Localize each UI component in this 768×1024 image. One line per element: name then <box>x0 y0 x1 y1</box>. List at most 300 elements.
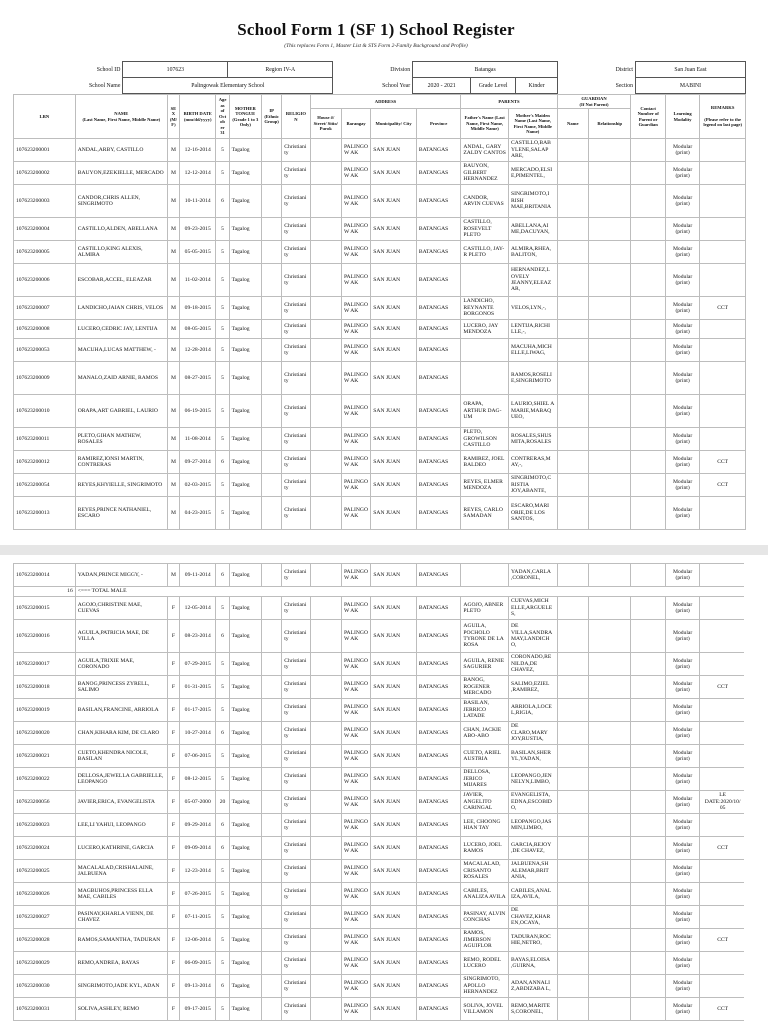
learner-municipality: SAN JUAN <box>371 929 417 952</box>
learner-age: 5 <box>216 428 229 451</box>
learner-barangay: PALINGOW AK <box>341 768 370 791</box>
learner-house-street <box>310 952 341 975</box>
learner-learning-modality: Modular (print) <box>665 814 699 837</box>
learner-ip <box>262 451 282 474</box>
learner-province: BATANGAS <box>416 906 461 929</box>
learner-contact-number <box>631 653 665 676</box>
learner-name: ANDAL,ARBY, CASTILLO <box>75 139 167 162</box>
learner-guardian-relationship <box>588 395 631 428</box>
learner-ip <box>262 975 282 998</box>
learner-municipality: SAN JUAN <box>371 722 417 745</box>
learner-mother-tongue: Tagalog <box>229 860 261 883</box>
learner-lrn: 107623200001 <box>14 139 76 162</box>
learner-row <box>14 451 746 474</box>
learner-father-name: PLETO, GROWILSON CASTILLO <box>461 428 509 451</box>
learner-lrn: 107623200014 <box>14 564 76 587</box>
learner-province: BATANGAS <box>416 218 461 241</box>
learner-contact-number <box>631 699 665 722</box>
learner-municipality: SAN JUAN <box>371 218 417 241</box>
learner-municipality: SAN JUAN <box>371 362 417 395</box>
learner-father-name: AGUILA, POCHOLO TYRONE DE LA ROSA <box>461 620 509 653</box>
learner-province: BATANGAS <box>416 162 461 185</box>
learner-municipality: SAN JUAN <box>371 162 417 185</box>
learner-age: 5 <box>216 320 229 339</box>
learner-religion: Christiani ty <box>282 791 310 814</box>
learner-name: REYES,PRINCE NATHANIEL, ESCARO <box>75 497 167 530</box>
learner-remarks <box>700 620 744 653</box>
learner-age: 5 <box>216 264 229 297</box>
learner-father-name: LUCERO, JOEL RAMOS <box>461 837 509 860</box>
learner-barangay: PALINGOW AK <box>341 837 370 860</box>
learner-religion: Christiani ty <box>282 264 310 297</box>
learner-ip <box>262 653 282 676</box>
learner-birth-date: 09-23-2015 <box>180 218 216 241</box>
learner-mother-name: VELOS,LYN,-, <box>508 297 557 320</box>
learner-province: BATANGAS <box>416 768 461 791</box>
learner-guardian-name <box>557 975 588 998</box>
learner-municipality: SAN JUAN <box>371 952 417 975</box>
form-title: School Form 1 (SF 1) School Register <box>237 20 515 39</box>
learner-municipality: SAN JUAN <box>371 297 417 320</box>
col-house: House #/ Street/ Sitio/ Purok <box>310 109 341 139</box>
learner-contact-number <box>631 320 665 339</box>
learner-municipality: SAN JUAN <box>371 791 417 814</box>
learner-religion: Christiani ty <box>282 218 310 241</box>
learner-remarks <box>700 952 744 975</box>
learner-sex: F <box>167 699 179 722</box>
learner-lrn: 107623200011 <box>14 428 76 451</box>
learner-contact-number <box>631 952 665 975</box>
learner-ip <box>262 929 282 952</box>
learner-sex: M <box>167 451 179 474</box>
learner-province: BATANGAS <box>416 362 461 395</box>
total-male-count: 16 <box>14 587 76 597</box>
learner-mother-name: CABILES,ANAL IZA,AVILA, <box>508 883 557 906</box>
learner-remarks: CCT <box>700 474 746 497</box>
learner-row <box>14 791 745 814</box>
learner-guardian-relationship <box>588 497 631 530</box>
learner-row <box>14 768 745 791</box>
learner-name: RAMIREZ,IONSI MARTIN, CONTRERAS <box>75 451 167 474</box>
learner-barangay: PALINGOW AK <box>341 676 370 699</box>
learner-mother-tongue: Tagalog <box>229 791 261 814</box>
learner-guardian-name <box>557 768 588 791</box>
learner-ip <box>262 395 282 428</box>
learner-remarks <box>700 768 744 791</box>
learner-father-name: CANDOR, ARVIN CUEVAS <box>461 185 509 218</box>
learner-age: 5 <box>216 929 229 952</box>
learner-row <box>14 297 746 320</box>
learner-barangay: PALINGOW AK <box>341 162 370 185</box>
col-religion: RELIGIO N <box>282 95 310 139</box>
learner-lrn: 107623200009 <box>14 362 76 395</box>
learner-barangay: PALINGOW AK <box>341 297 370 320</box>
learner-sex: F <box>167 814 179 837</box>
learner-age: 5 <box>216 906 229 929</box>
learner-province: BATANGAS <box>416 620 461 653</box>
learner-row <box>14 906 745 929</box>
learner-birth-date: 07-11-2015 <box>180 906 216 929</box>
learner-house-street <box>310 339 341 362</box>
learner-municipality: SAN JUAN <box>371 428 417 451</box>
learner-mother-name: CORONADO,RE NILDA,DE CHAVEZ, <box>508 653 557 676</box>
section-value: MABINI <box>636 78 746 94</box>
learner-mother-tongue: Tagalog <box>229 218 261 241</box>
learner-guardian-relationship <box>588 451 631 474</box>
learner-ip <box>262 699 282 722</box>
learner-mother-tongue: Tagalog <box>229 653 261 676</box>
learner-contact-number <box>631 451 665 474</box>
learner-guardian-name <box>557 998 588 1021</box>
learner-guardian-relationship <box>588 906 631 929</box>
learner-row <box>14 564 745 587</box>
learner-religion: Christiani ty <box>282 952 310 975</box>
learner-ip <box>262 768 282 791</box>
learner-birth-date: 09-17-2015 <box>180 998 216 1021</box>
learner-guardian-name <box>557 139 588 162</box>
learner-mother-name: BAYAS,ELOISA ,GUIRNA, <box>508 952 557 975</box>
learner-birth-date: 09-11-2014 <box>180 564 216 587</box>
learner-mother-name: CUEVAS,MICH ELLE,ARGUELE S, <box>508 597 557 620</box>
learner-province: BATANGAS <box>416 597 461 620</box>
learner-lrn: 107623200027 <box>14 906 76 929</box>
learner-lrn: 107623200025 <box>14 860 76 883</box>
learner-religion: Christiani ty <box>282 564 310 587</box>
register-page-1 <box>8 0 744 545</box>
learner-remarks <box>700 162 746 185</box>
learner-learning-modality: Modular (print) <box>665 139 699 162</box>
learner-age: 5 <box>216 998 229 1021</box>
learner-house-street <box>310 362 341 395</box>
learner-sex: M <box>167 297 179 320</box>
learner-remarks <box>700 362 746 395</box>
learner-mother-tongue: Tagalog <box>229 998 261 1021</box>
learner-rows-page-2 <box>14 564 745 1021</box>
learner-mother-name: YADAN,CARLA ,CORONEL, <box>508 564 557 587</box>
learner-municipality: SAN JUAN <box>371 906 417 929</box>
school-name-value: Palingowak Elementary School <box>123 78 333 94</box>
learner-guardian-relationship <box>588 768 631 791</box>
learner-lrn: 107623200056 <box>14 791 76 814</box>
learner-lrn: 107623200008 <box>14 320 76 339</box>
col-guardian-relationship: Relationship <box>588 109 631 139</box>
col-province: Province <box>416 109 461 139</box>
learner-age: 5 <box>216 362 229 395</box>
col-learning-modality: Learning Modality <box>665 95 699 139</box>
learner-house-street <box>310 320 341 339</box>
learner-province: BATANGAS <box>416 241 461 264</box>
learner-ip <box>262 906 282 929</box>
learner-father-name: AGUILA, RENIE SAGURIER <box>461 653 509 676</box>
learner-lrn: 107623200026 <box>14 883 76 906</box>
learner-guardian-name <box>557 564 588 587</box>
learner-guardian-relationship <box>588 998 631 1021</box>
learner-father-name: LEE, CHOONG HIAN TAY <box>461 814 509 837</box>
col-remarks-title: REMARKS <box>710 105 735 111</box>
learner-province: BATANGAS <box>416 676 461 699</box>
learner-learning-modality: Modular (print) <box>665 162 699 185</box>
learner-lrn: 107623200031 <box>14 998 76 1021</box>
learner-birth-date: 10-27-2014 <box>180 722 216 745</box>
school-name-label: School Name <box>89 82 121 89</box>
learner-ip <box>262 474 282 497</box>
division-value: Batangas <box>413 62 558 78</box>
learner-barangay: PALINGOW AK <box>341 975 370 998</box>
learner-contact-number <box>631 185 665 218</box>
learner-contact-number <box>631 906 665 929</box>
learner-lrn: 107623200015 <box>14 597 76 620</box>
learner-learning-modality: Modular (print) <box>665 428 699 451</box>
learner-municipality: SAN JUAN <box>371 185 417 218</box>
learner-father-name: CABILES, ANALIZA AVILA <box>461 883 509 906</box>
learner-mother-name: ADAN,ANNALI Z,ABDIZABA L, <box>508 975 557 998</box>
learner-name: PASINAY,KHARLA VIENN, DE CHAVEZ <box>75 906 167 929</box>
col-ip: IP (Ethnic Group) <box>262 95 282 139</box>
learner-province: BATANGAS <box>416 564 461 587</box>
learner-father-name: REYES, ELMER MENDOZA <box>461 474 509 497</box>
learner-learning-modality: Modular (print) <box>665 395 699 428</box>
learner-mother-tongue: Tagalog <box>229 837 261 860</box>
learner-house-street <box>310 241 341 264</box>
learner-lrn: 107623200053 <box>14 339 76 362</box>
learner-name: LANDICHO,JAIAN CHRIS, VELOS <box>75 297 167 320</box>
learner-name: ORAPA,ART GABRIEL, LAURIO <box>75 395 167 428</box>
learner-mother-name: ALMIRA,RHEA, BALITON, <box>508 241 557 264</box>
learner-birth-date: 08-23-2014 <box>180 620 216 653</box>
learner-birth-date: 09-18-2015 <box>180 297 216 320</box>
learner-guardian-relationship <box>588 185 631 218</box>
learner-mother-tongue: Tagalog <box>229 814 261 837</box>
learner-guardian-name <box>557 451 588 474</box>
learner-row <box>14 883 745 906</box>
learner-guardian-relationship <box>588 975 631 998</box>
learner-birth-date: 09-27-2014 <box>180 451 216 474</box>
learner-mother-tongue: Tagalog <box>229 362 261 395</box>
learner-religion: Christiani ty <box>282 929 310 952</box>
learner-row <box>14 339 746 362</box>
learner-mother-name: DE VILLA,SANDRA MAY,LANDICH O, <box>508 620 557 653</box>
learner-row <box>14 497 746 530</box>
learner-barangay: PALINGOW AK <box>341 998 370 1021</box>
learner-birth-date: 09-09-2014 <box>180 837 216 860</box>
learner-lrn: 107623200018 <box>14 676 76 699</box>
learner-municipality: SAN JUAN <box>371 474 417 497</box>
col-parents: PARENTS <box>461 95 557 109</box>
learner-mother-name: BASILAN,SHER YL,YADAN, <box>508 745 557 768</box>
learner-municipality: SAN JUAN <box>371 564 417 587</box>
col-barangay: Barangay <box>341 109 370 139</box>
learner-ip <box>262 320 282 339</box>
learner-row <box>14 620 745 653</box>
learner-province: BATANGAS <box>416 814 461 837</box>
learner-lrn: 107623200004 <box>14 218 76 241</box>
learner-sex: M <box>167 362 179 395</box>
learner-ip <box>262 362 282 395</box>
learner-learning-modality: Modular (print) <box>665 597 699 620</box>
learner-municipality: SAN JUAN <box>371 139 417 162</box>
learner-name: CHAN,KIHARA KIM, DE CLARO <box>75 722 167 745</box>
col-address: ADDRESS <box>310 95 461 109</box>
learner-row <box>14 264 746 297</box>
learner-row <box>14 929 745 952</box>
learner-row <box>14 860 745 883</box>
learner-lrn: 107623200022 <box>14 768 76 791</box>
learner-mother-tongue: Tagalog <box>229 297 261 320</box>
learner-religion: Christiani ty <box>282 451 310 474</box>
learner-province: BATANGAS <box>416 837 461 860</box>
learner-contact-number <box>631 883 665 906</box>
learner-barangay: PALINGOW AK <box>341 339 370 362</box>
learner-remarks <box>700 497 746 530</box>
learner-remarks <box>700 860 744 883</box>
learner-mother-name: REMO,MARITE S,CORONEL, <box>508 998 557 1021</box>
learner-barangay: PALINGOW AK <box>341 564 370 587</box>
learner-age: 5 <box>216 218 229 241</box>
learner-birth-date: 01-31-2015 <box>180 676 216 699</box>
learner-guardian-relationship <box>588 699 631 722</box>
learner-mother-tongue: Tagalog <box>229 906 261 929</box>
learner-name: REYES,KHYIELLE, SINGRIMOTO <box>75 474 167 497</box>
learner-name: PLETO,GIHAN MATHEW, ROSALES <box>75 428 167 451</box>
learner-guardian-relationship <box>588 428 631 451</box>
learner-remarks <box>700 428 746 451</box>
learner-rows-page-1 <box>14 139 746 530</box>
learner-birth-date: 12-16-2014 <box>180 139 216 162</box>
learner-house-street <box>310 597 341 620</box>
learner-birth-date: 09-29-2014 <box>180 814 216 837</box>
learner-sex: M <box>167 497 179 530</box>
learner-birth-date: 06-09-2015 <box>180 952 216 975</box>
learner-house-street <box>310 185 341 218</box>
learner-mother-tongue: Tagalog <box>229 264 261 297</box>
learner-row <box>14 597 745 620</box>
learner-row <box>14 139 746 162</box>
learner-learning-modality: Modular (print) <box>665 998 699 1021</box>
col-guardian: GUARDIAN (If Not Parent) <box>557 95 631 109</box>
learner-contact-number <box>631 139 665 162</box>
learner-row <box>14 676 745 699</box>
learner-mother-tongue: Tagalog <box>229 745 261 768</box>
learner-ip <box>262 998 282 1021</box>
learner-remarks <box>700 395 746 428</box>
learner-remarks <box>700 597 744 620</box>
learner-religion: Christiani ty <box>282 620 310 653</box>
learner-father-name: ANDAL, GARY ZALDY CANTOS <box>461 139 509 162</box>
learner-house-street <box>310 451 341 474</box>
learner-remarks <box>700 975 744 998</box>
learner-guardian-name <box>557 339 588 362</box>
learner-row <box>14 241 746 264</box>
learner-birth-date: 08-27-2015 <box>180 362 216 395</box>
learner-contact-number <box>631 860 665 883</box>
learner-ip <box>262 264 282 297</box>
learner-municipality: SAN JUAN <box>371 264 417 297</box>
learner-lrn: 107623200002 <box>14 162 76 185</box>
learner-barangay: PALINGOW AK <box>341 241 370 264</box>
learner-birth-date: 10-11-2014 <box>180 185 216 218</box>
learner-learning-modality: Modular (print) <box>665 929 699 952</box>
learner-house-street <box>310 768 341 791</box>
learner-age: 5 <box>216 745 229 768</box>
learner-province: BATANGAS <box>416 320 461 339</box>
learner-guardian-relationship <box>588 162 631 185</box>
learner-name: DELLOSA,JEWELLA GABRIELLE, LEOPANGO <box>75 768 167 791</box>
learner-learning-modality: Modular (print) <box>665 768 699 791</box>
learner-mother-name: ARRIOLA,LOCE L,RIGIA, <box>508 699 557 722</box>
learner-guardian-relationship <box>588 139 631 162</box>
learner-birth-date: 12-06-2014 <box>180 929 216 952</box>
learner-mother-tongue: Tagalog <box>229 597 261 620</box>
learner-house-street <box>310 474 341 497</box>
school-id-value: 107623 <box>123 62 228 78</box>
learner-religion: Christiani ty <box>282 395 310 428</box>
learner-remarks <box>700 185 746 218</box>
learner-learning-modality: Modular (print) <box>665 564 699 587</box>
learner-barangay: PALINGOW AK <box>341 883 370 906</box>
learner-guardian-relationship <box>588 952 631 975</box>
learner-sex: M <box>167 162 179 185</box>
learner-age: 5 <box>216 297 229 320</box>
learner-remarks <box>700 218 746 241</box>
learner-guardian-name <box>557 745 588 768</box>
learner-house-street <box>310 264 341 297</box>
learner-name: CANDOR,CHRIS ALLEN, SINGRIMOTO <box>75 185 167 218</box>
learner-mother-tongue: Tagalog <box>229 139 261 162</box>
learner-remarks <box>700 699 744 722</box>
learner-province: BATANGAS <box>416 745 461 768</box>
learner-age: 6 <box>216 975 229 998</box>
learner-mother-name: HERNANDEZ,L OVELY JEANNY,ELEAZ AR, <box>508 264 557 297</box>
learner-row <box>14 162 746 185</box>
learner-barangay: PALINGOW AK <box>341 906 370 929</box>
learner-mother-name: LEOPANGO,JEN NELYN,LIMBO, <box>508 768 557 791</box>
learner-municipality: SAN JUAN <box>371 860 417 883</box>
learner-row <box>14 699 745 722</box>
learner-learning-modality: Modular (print) <box>665 883 699 906</box>
learner-guardian-name <box>557 597 588 620</box>
learner-guardian-relationship <box>588 745 631 768</box>
learner-house-street <box>310 564 341 587</box>
learner-contact-number <box>631 241 665 264</box>
learner-barangay: PALINGOW AK <box>341 139 370 162</box>
learner-guardian-name <box>557 162 588 185</box>
learner-municipality: SAN JUAN <box>371 451 417 474</box>
col-lrn: LRN <box>14 95 76 139</box>
learner-house-street <box>310 699 341 722</box>
learner-mother-name: CASTILLO,BAB YLENE,SALAP ARE, <box>508 139 557 162</box>
learner-row <box>14 653 745 676</box>
grade-level-label: Grade Level <box>471 78 516 94</box>
learner-sex: F <box>167 860 179 883</box>
learner-sex: M <box>167 264 179 297</box>
learner-mother-name: LEOPANGO,JAS MIN,LIMBO, <box>508 814 557 837</box>
learner-religion: Christiani ty <box>282 745 310 768</box>
learner-mother-name: JALBUENA,SH ALEMAR,BRIT ANIA, <box>508 860 557 883</box>
learner-remarks <box>700 320 746 339</box>
learner-mother-name: TADURAN,ROC HIE,NETRO, <box>508 929 557 952</box>
learner-contact-number <box>631 395 665 428</box>
learner-municipality: SAN JUAN <box>371 768 417 791</box>
learner-house-street <box>310 929 341 952</box>
learner-municipality: SAN JUAN <box>371 837 417 860</box>
learner-contact-number <box>631 975 665 998</box>
learner-guardian-relationship <box>588 564 631 587</box>
learner-barangay: PALINGOW AK <box>341 497 370 530</box>
learner-birth-date: 07-26-2015 <box>180 883 216 906</box>
learner-sex: M <box>167 139 179 162</box>
learner-contact-number <box>631 428 665 451</box>
learner-birth-date: 11-02-2014 <box>180 264 216 297</box>
